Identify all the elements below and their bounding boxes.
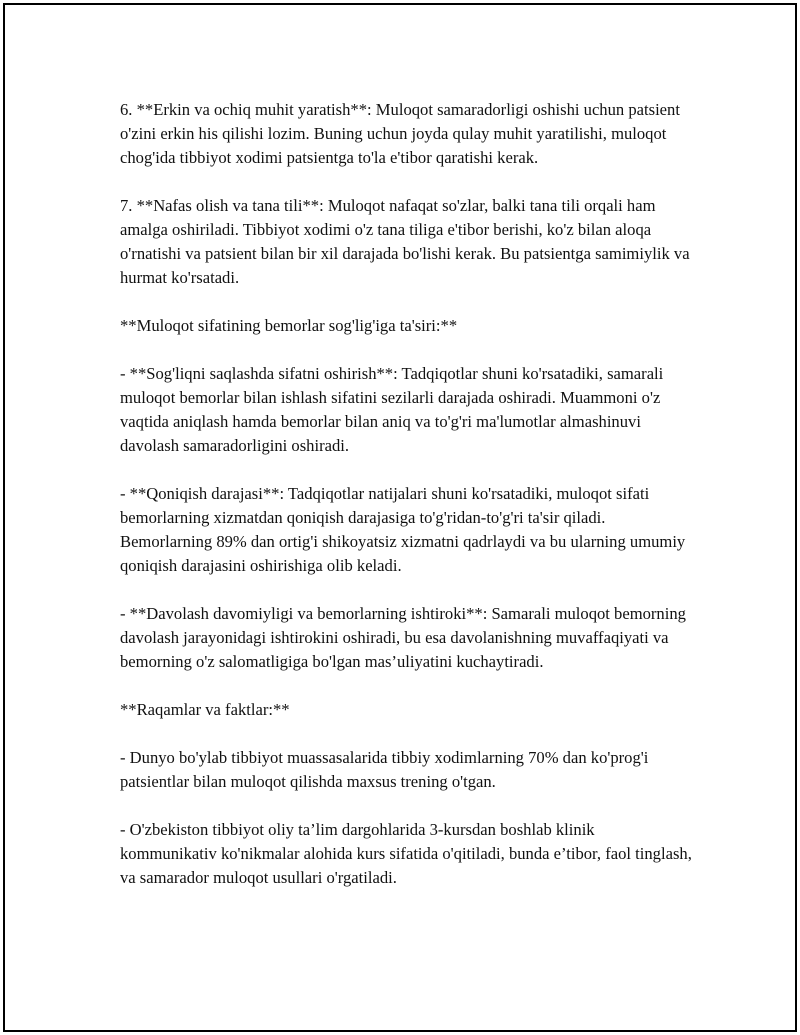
bullet-treatment-duration: - **Davolash davomiyligi va bemorlarning ishtiroki**: Samarali muloqot bemorning davolash jarayonidagi ishtirokini oshiradi, bu esa davolanishning muvaffaqiyati va bemorning o'z salomatligiga bo'lgan mas’uliyatini kuchaytiradi. [120, 604, 686, 671]
page-frame [3, 3, 797, 1032]
section-heading-quality-impact: **Muloqot sifatining bemorlar sog'lig'iga ta'siri:** [120, 316, 458, 335]
paragraph-item-7: 7. **Nafas olish va tana tili**: Muloqot nafaqat so'zlar, balki tana tili orqali ham amalga oshiriladi. Tibbiyot xodimi o'z tana tiliga e'tibor berishi, ko'z bilan aloqa o'rnatishi va patsient bilan bir xil darajada bo'lishi kerak. Bu patsientga samimiylik va hurmat ko'rsatadi. [120, 196, 690, 287]
bullet-world-training: - Dunyo bo'ylab tibbiyot muassasalarida tibbiy xodimlarning 70% dan ko'prog'i patsientlar bilan muloqot qilishda maxsus trening o'tgan. [120, 748, 649, 791]
document-body [120, 98, 695, 890]
bullet-satisfaction-level: - **Qoniqish darajasi**: Tadqiqotlar natijalari shuni ko'rsatadiki, muloqot sifati bemorlarning xizmatdan qoniqish darajasiga to'g'ridan-to'g'ri ta'sir qiladi. Bemorlarning 89% dan ortig'i shikoyatsiz xizmatni qadrlaydi va bu ularning umumiy qoniqish darajasini oshirishiga olib keladi. [120, 484, 686, 575]
bullet-quality-improvement: - **Sog'liqni saqlashda sifatni oshirish**: Tadqiqotlar shuni ko'rsatadiki, samarali muloqot bemorlar bilan ishlash sifatini sezilarli darajada oshiradi. Muammoni o'z vaqtida aniqlash hamda bemorlar bilan aniq va to'g'ri ma'lumotlar almashinuvi davolash samaradorligini oshiradi. [120, 364, 664, 455]
section-heading-facts: **Raqamlar va faktlar:** [120, 700, 290, 719]
paragraph-item-6: 6. **Erkin va ochiq muhit yaratish**: Muloqot samaradorligi oshishi uchun patsient o'zini erkin his qilishi lozim. Buning uchun joyda qulay muhit yaratilishi, muloqot chog'ida tibbiyot xodimi patsientga to'la e'tibor qaratishi kerak. [120, 100, 680, 167]
bullet-uzbekistan-courses: - O'zbekiston tibbiyot oliy ta’lim dargohlarida 3-kursdan boshlab klinik kommunikativ ko'nikmalar alohida kurs sifatida o'qitiladi, bunda e’tibor, faol tinglash, va samarador muloqot usullari o'rgatiladi. [120, 820, 692, 887]
